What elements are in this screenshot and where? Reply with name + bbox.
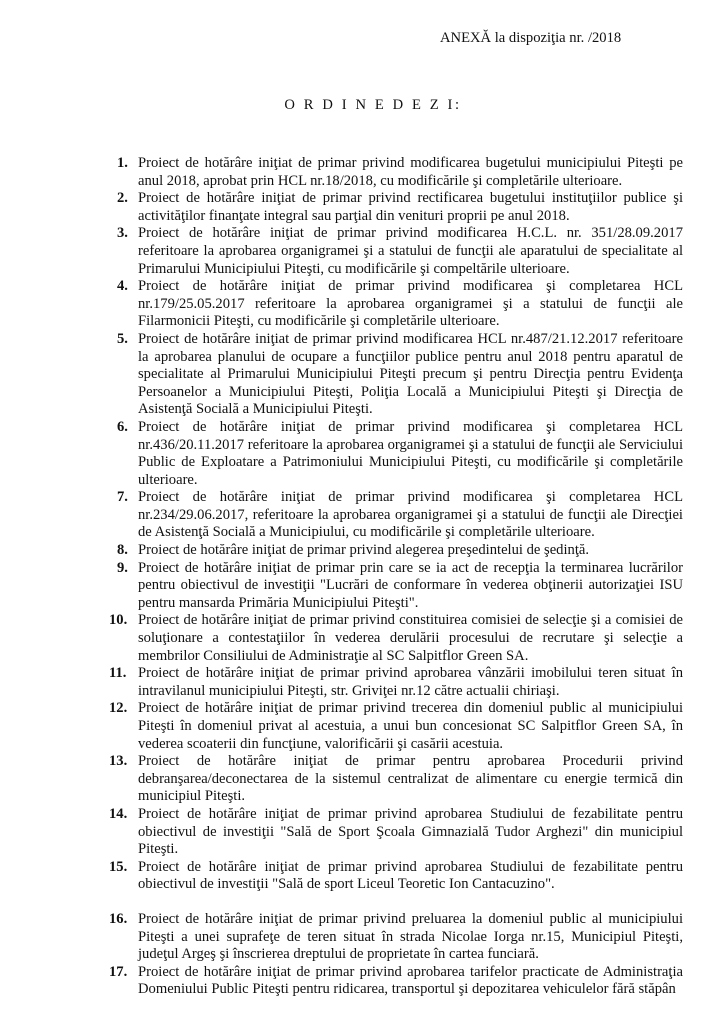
item-text: Proiect de hotărâre iniţiat de primar privind modificarea HCL nr.487/21.12.2017 referitoare la aprobarea planului de ocupare a funcţiilor publice pentru anul 2018 pentru aparatul de specialitate al Primarului Municipiului Piteşti precum şi pentru Direcţia pentru Evidenţa Persoanelor a Municipiului Piteşti, Poliţia Locală a Municipiului Piteşti şi Direcţia de Asistenţă Socială a Municipiului Piteşti. [138, 330, 683, 418]
agenda-item [117, 489, 683, 542]
agenda-item [109, 700, 683, 753]
item-text: Proiect de hotărâre iniţiat de primar privind preluarea la domeniul public al municipiului Piteşti a unei suprafeţe de teren situat în strada Nicolae Iorga nr.15, Municipiul Piteşti, judeţul Argeş şi înscrierea dreptului de proprietate în cartea funciară. [138, 910, 683, 963]
item-text: Proiect de hotărâre iniţiat de primar privind aprobarea Studiului de fezabilitate pentru obiectivul de investiţii "Sală de Sport Şcoala Gimnazială Tudor Arghezi" din municipiul Piteşti. [138, 805, 683, 858]
item-text: Proiect de hotărâre iniţiat de primar privind rectificarea bugetului instituţiilor publice şi activităţilor finanţate integral sau parţial din venituri proprii pe anul 2018. [138, 190, 683, 224]
agenda-item [109, 910, 683, 964]
item-number: 13. [109, 753, 128, 770]
item-number: 4. [117, 278, 128, 295]
item-text: Proiect de hotărâre iniţiat de primar privind aprobarea tarifelor practicate de Administraţia Domeniului Public Piteşti pentru ridicarea, transportul şi depozitarea vehiculelor fără stăpân [138, 963, 683, 998]
agenda-item [117, 419, 683, 489]
item-text: Proiect de hotărâre iniţiat de primar privind modificarea H.C.L. nr. 351/28.09.2017 referitoare la aprobarea organigramei şi a statului de funcţii ale aparatului de specialitate al Primarului Municipiului Piteşti, cu modificările şi compeltările ulterioare. [138, 225, 683, 277]
agenda-item [109, 805, 683, 859]
item-text: Proiect de hotărâre iniţiat de primar privind modificarea şi completarea HCL nr.436/20.11.2017 referitoare la aprobarea organigramei şi a statului de funcţii ale Serviciului Public de Exploatare a Patrimoniului Municipiului Piteşti, cu modificările şi completările ulterioare. [138, 418, 683, 488]
agenda-item [109, 963, 683, 999]
agenda-item [109, 665, 683, 700]
item-number: 9. [117, 559, 128, 576]
agenda-item [117, 225, 683, 278]
item-text: Proiect de hotărâre iniţiat de primar privind modificarea şi completarea HCL nr.234/29.06.2017, referitoare la aprobarea organigramei şi a statului de funcţii ale Direcţiei de Asistenţă Socială a Municipiului, cu modificările şi completările ulterioare. [138, 489, 683, 541]
item-number: 2. [117, 190, 128, 207]
item-number: 8. [117, 542, 128, 559]
item-number: 1. [117, 155, 128, 171]
item-number: 16. [109, 910, 128, 927]
agenda-item [117, 278, 683, 331]
item-number: 11. [109, 665, 127, 682]
agenda-item [117, 331, 683, 419]
item-number: 12. [109, 700, 128, 717]
item-number: 5. [117, 330, 128, 347]
agenda-list [109, 155, 683, 999]
annex-reference: ANEXĂ la dispoziţia nr. /2018 [440, 30, 622, 46]
item-number: 6. [117, 418, 128, 435]
item-text: Proiect de hotărâre iniţiat de primar privind aprobarea Studiului de fezabilitate pentru obiectivul de investiţii "Sală de sport Liceul Teoretic Ion Cantacuzino". [138, 858, 683, 893]
agenda-item [117, 155, 683, 190]
agenda-item [117, 190, 683, 225]
item-number: 15. [109, 858, 128, 875]
item-text: Proiect de hotărâre iniţiat de primar privind alegerea preşedintelui de şedinţă. [138, 542, 590, 559]
item-text: Proiect de hotărâre iniţiat de primar privind modificarea bugetului municipiului Piteşti pe anul 2018, aprobat prin HCL nr.18/2018, cu modificările şi completările ulterioare. [138, 155, 683, 189]
item-text: Proiect de hotărâre iniţiat de primar prin care se ia act de recepţia la terminarea lucrărilor pentru obiectivul de investiţii "Lucrări de conformare în vederea obţinerii autorizaţiei ISU pentru mansarda Primăria Municipiului Piteşti". [138, 559, 683, 611]
item-text: Proiect de hotărâre iniţiat de primar privind constituirea comisiei de selecţie şi a comisiei de soluţionare a contestaţiilor în vederea derulării procesului de recrutare şi selecţie a membrilor Consiliului de Administraţie al SC Salpitflor Green SA. [138, 612, 683, 664]
item-text: Proiect de hotărâre iniţiat de primar pentru aprobarea Procedurii privind debranşarea/deconectarea de la sistemul centralizat de alimentare cu energie termică din municipiul Piteşti. [138, 753, 683, 805]
item-text: Proiect de hotărâre iniţiat de primar privind trecerea din domeniul public al municipiului Piteşti în domeniul privat al acestuia, a unui bun concesionat SC Salpitflor Green SA, în vederea scoaterii din funcţiune, valorificării şi casării acestuia. [138, 700, 683, 752]
agenda-item [109, 612, 683, 665]
item-number: 14. [109, 805, 128, 822]
agenda-item [117, 542, 683, 560]
item-text: Proiect de hotărâre iniţiat de primar privind modificarea şi completarea HCL nr.179/25.05.2017 referitoare la aprobarea organigramei şi a statului de funcţii ale Filarmonicii Piteşti, cu modificările şi completările ulterioare. [138, 278, 683, 330]
agenda-item [109, 858, 683, 894]
agenda-item [117, 560, 683, 613]
item-number: 7. [117, 489, 128, 506]
item-number: 17. [109, 963, 128, 980]
item-text: Proiect de hotărâre iniţiat de primar privind aprobarea vânzării imobilului teren situat în intravilanul municipiului Piteşti, str. Griviţei nr.12 către actualii chiriaşi. [138, 665, 683, 699]
agenda-item [109, 753, 683, 806]
item-number: 10. [109, 612, 128, 629]
item-number: 3. [117, 225, 128, 242]
page-title: O R D I N E D E Z I: [284, 97, 462, 113]
